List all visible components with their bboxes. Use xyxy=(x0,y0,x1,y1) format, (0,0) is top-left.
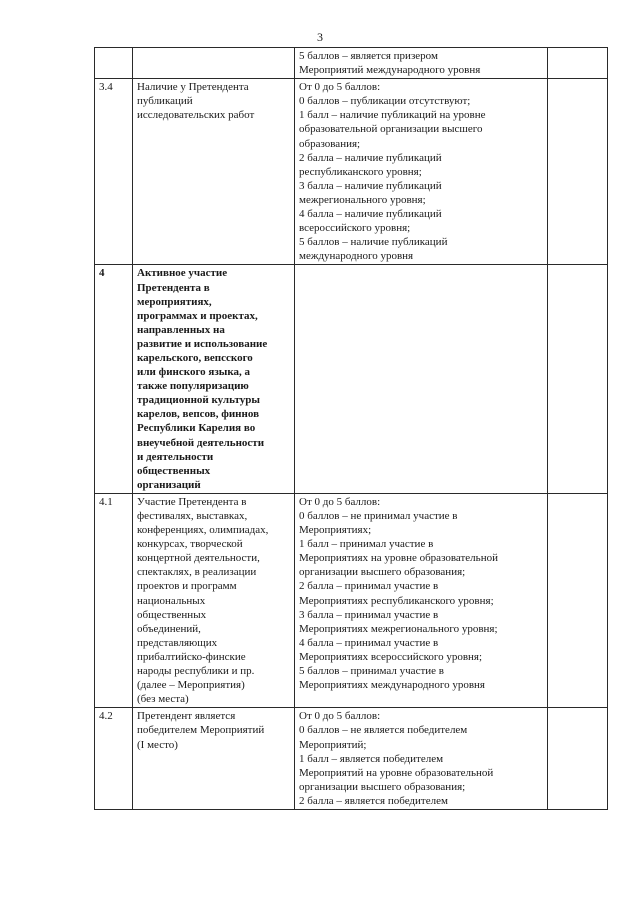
indicator-name-line: Участие Претендента в xyxy=(137,495,247,508)
indicator-name-line: представляющих xyxy=(137,636,218,649)
table-row xyxy=(95,493,608,707)
scoring-criteria xyxy=(295,265,548,494)
scoring-criteria-line: Мероприятиях международного уровня xyxy=(299,679,485,692)
indicator-name-line: мероприятиях, xyxy=(137,295,212,308)
score-cell xyxy=(548,493,608,707)
score-cell xyxy=(548,265,608,494)
scoring-criteria-line: международного уровня xyxy=(299,250,414,263)
scoring-criteria-line: 0 баллов – публикации отсутствуют; xyxy=(299,95,471,108)
criteria-table-body xyxy=(95,48,608,810)
scoring-criteria-line: 1 балл – принимал участие в xyxy=(299,538,434,551)
indicator-name-line: победителем Мероприятий xyxy=(137,724,265,737)
indicator-name-line: Наличие у Претендента xyxy=(137,81,249,94)
indicator-name-line: Республики Карелия во xyxy=(137,422,256,435)
table-row xyxy=(95,265,608,494)
indicator-name-line: (без места) xyxy=(137,693,189,706)
scoring-criteria-line: От 0 до 5 баллов: xyxy=(299,710,381,723)
criteria-table xyxy=(94,47,608,810)
scoring-criteria-line: 3 балла – наличие публикаций xyxy=(299,179,442,192)
indicator-name-line: фестивалях, выставках, xyxy=(137,510,248,522)
indicator-name-line: направленных на xyxy=(137,323,225,336)
scoring-criteria-line: 4 балла – наличие публикаций xyxy=(299,208,442,221)
scoring-criteria xyxy=(295,79,548,265)
indicator-name-line: традиционной культуры xyxy=(137,394,260,407)
indicator-name xyxy=(133,79,295,265)
scoring-criteria-line: 3 балла – принимал участие в xyxy=(299,608,439,621)
scoring-criteria-line: межрегионального уровня; xyxy=(299,193,426,206)
indicator-name-line: исследовательских работ xyxy=(137,109,255,122)
scoring-criteria-line: Мероприятий; xyxy=(299,738,367,751)
scoring-criteria xyxy=(295,708,548,810)
row-number: 4.1 xyxy=(95,493,133,707)
scoring-criteria-line: 2 балла – является победителем xyxy=(299,794,448,807)
indicator-name-line: конкурсах, творческой xyxy=(137,538,243,551)
indicator-name-line: организаций xyxy=(137,478,201,491)
scoring-criteria-line: образовательной организации высшего xyxy=(299,123,483,136)
indicator-name-line: общественных xyxy=(137,464,211,477)
indicator-name-line: конференциях, олимпиадах, xyxy=(137,524,269,537)
indicator-name-line: или финского языка, а xyxy=(137,366,251,379)
score-cell xyxy=(548,708,608,810)
scoring-criteria xyxy=(295,48,548,79)
indicator-name-line: карельского, вепсского xyxy=(137,351,253,364)
indicator-name-line: (далее – Мероприятия) xyxy=(137,679,245,692)
scoring-criteria-line: 0 баллов – не принимал участие в xyxy=(299,510,458,522)
scoring-criteria-line: Мероприятиях межрегионального уровня; xyxy=(299,622,498,635)
indicator-name-line: внеучебной деятельности xyxy=(137,436,265,449)
indicator-name-line: народы республики и пр. xyxy=(137,665,255,678)
scoring-criteria-line: Мероприятий международного уровня xyxy=(299,64,481,77)
indicator-name-line: Претендент является xyxy=(137,710,236,723)
indicator-name-line: общественных xyxy=(137,608,207,621)
row-number: 3.4 xyxy=(95,79,133,265)
indicator-name-line: и деятельности xyxy=(137,450,214,463)
indicator-name-line: прибалтийско-финские xyxy=(137,650,246,663)
scoring-criteria-line: 1 балл – является победителем xyxy=(299,752,444,765)
indicator-name xyxy=(133,265,295,494)
scoring-criteria-line: Мероприятиях всероссийского уровня; xyxy=(299,650,483,663)
scoring-criteria-line: Мероприятиях; xyxy=(299,524,372,537)
scoring-criteria-line: всероссийского уровня; xyxy=(299,222,411,235)
scoring-criteria xyxy=(295,493,548,707)
indicator-name-line: проектов и программ xyxy=(137,580,237,593)
indicator-name xyxy=(133,48,295,79)
indicator-name-line: также популяризацию xyxy=(137,380,249,393)
indicator-name-line: Активное участие xyxy=(137,267,228,280)
scoring-criteria-line: Мероприятиях на уровне образовательной xyxy=(299,552,498,565)
scoring-criteria-line: 2 балла – принимал участие в xyxy=(299,580,439,593)
scoring-criteria-line: организации высшего образования; xyxy=(299,780,466,793)
scoring-criteria-line: 1 балл – наличие публикаций на уровне xyxy=(299,109,486,122)
indicator-name-line: развитие и использование xyxy=(137,337,268,350)
scoring-criteria-line: Мероприятиях республиканского уровня; xyxy=(299,594,494,607)
scoring-criteria-line: 4 балла – принимал участие в xyxy=(299,636,439,649)
indicator-name xyxy=(133,493,295,707)
indicator-name-line: (I место) xyxy=(137,738,178,751)
scoring-criteria-line: 0 баллов – не является победителем xyxy=(299,724,468,737)
scoring-criteria-line: 5 баллов – наличие публикаций xyxy=(299,236,448,249)
indicator-name-line: концертной деятельности, xyxy=(137,552,260,565)
score-cell xyxy=(548,79,608,265)
scoring-criteria-line: 5 баллов – принимал участие в xyxy=(299,665,444,678)
table-row xyxy=(95,48,608,79)
row-number: 4 xyxy=(95,265,133,494)
table-row xyxy=(95,79,608,265)
table-row xyxy=(95,708,608,810)
indicator-name xyxy=(133,708,295,810)
scoring-criteria-line: Мероприятий на уровне образовательной xyxy=(299,766,494,779)
scoring-criteria-line: республиканского уровня; xyxy=(299,165,422,178)
row-number xyxy=(95,48,133,79)
indicator-name-line: публикаций xyxy=(137,95,193,108)
scoring-criteria-line: 2 балла – наличие публикаций xyxy=(299,151,442,164)
scoring-criteria-line: От 0 до 5 баллов: xyxy=(299,81,381,94)
indicator-name-line: карелов, вепсов, финнов xyxy=(137,408,260,421)
score-cell xyxy=(548,48,608,79)
indicator-name-line: объединений, xyxy=(137,622,201,635)
scoring-criteria-line: От 0 до 5 баллов: xyxy=(299,495,381,508)
indicator-name-line: Претендента в xyxy=(137,281,210,294)
scoring-criteria-line: организации высшего образования; xyxy=(299,566,466,579)
indicator-name-line: программах и проектах, xyxy=(137,309,258,322)
row-number: 4.2 xyxy=(95,708,133,810)
scoring-criteria-line: 5 баллов – является призером xyxy=(299,50,438,62)
page-number: 3 xyxy=(317,30,323,44)
indicator-name-line: спектаклях, в реализации xyxy=(137,566,257,579)
scoring-criteria-line: образования; xyxy=(299,137,361,150)
indicator-name-line: национальных xyxy=(137,594,206,607)
